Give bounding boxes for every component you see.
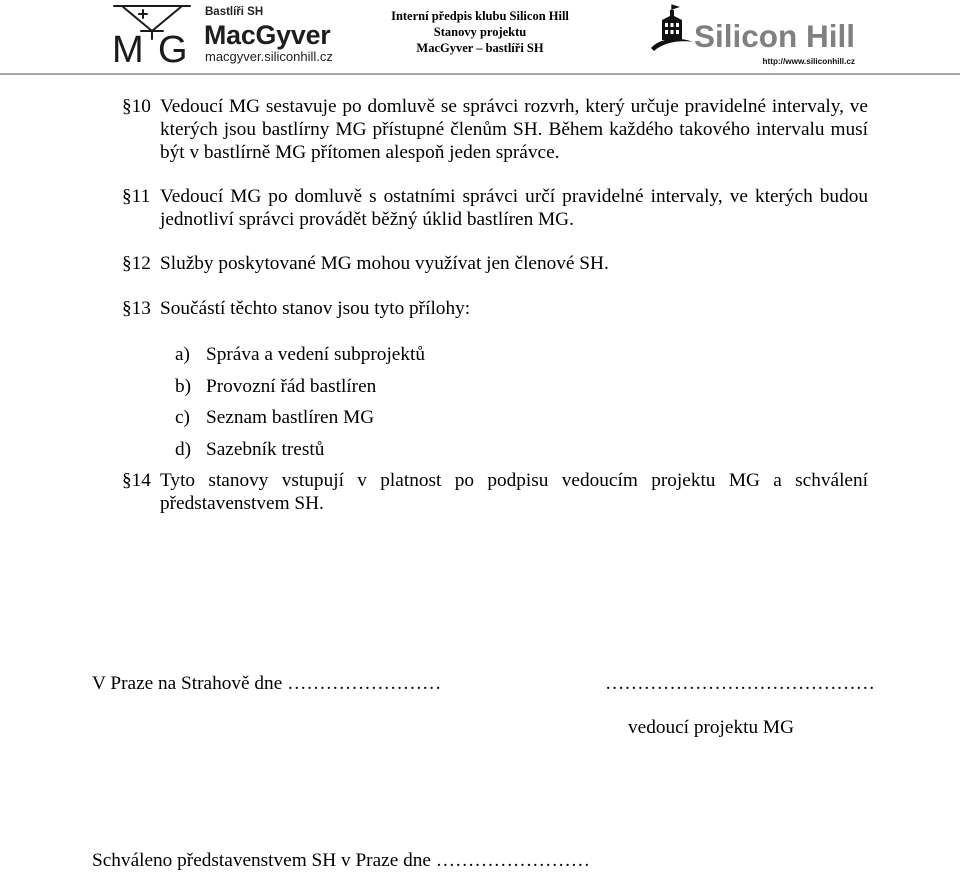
section-number: §10 bbox=[122, 96, 151, 117]
header-divider bbox=[0, 73, 960, 75]
section-number: §14 bbox=[122, 470, 151, 491]
section-11 bbox=[122, 185, 868, 231]
section-number: §12 bbox=[122, 253, 151, 274]
section-10 bbox=[122, 95, 868, 164]
list-item-text: Sazebník trestů bbox=[206, 438, 325, 460]
list-item bbox=[175, 406, 868, 429]
approval-line: Schváleno představenstvem SH v Praze dne …………………… bbox=[92, 850, 591, 871]
section-12 bbox=[122, 252, 868, 275]
list-marker: a) bbox=[175, 344, 190, 365]
section-body bbox=[160, 252, 868, 275]
document-header-title bbox=[360, 8, 600, 56]
mg-monogram-g: G bbox=[158, 29, 188, 67]
section-body bbox=[160, 469, 868, 515]
section-text: Vedoucí MG sestavuje po domluvě se správci rozvrh, který určuje pravidelné intervaly, ve kterých jsou bastlírny MG přístupné členům SH. Během každého takového intervalu musí být v bastlírně MG přítomen alespoň jeden správce. bbox=[160, 96, 868, 163]
list-item bbox=[175, 375, 868, 398]
header-title-line: Stanovy projektu bbox=[433, 25, 527, 39]
silicon-hill-logo-url: http://www.siliconhill.cz bbox=[762, 57, 855, 66]
signature-line: …………………………………… bbox=[605, 673, 875, 694]
list-item-text: Seznam bastlíren MG bbox=[206, 407, 375, 428]
place-and-date-line: V Praze na Strahově dne …………………… bbox=[92, 673, 442, 694]
mg-logo-name: MacGyver bbox=[204, 20, 331, 50]
mg-logo-tagline: Bastlíři SH bbox=[205, 6, 264, 18]
section-text: Vedoucí MG po domluvě s ostatními správci určí pravidelné intervaly, ve kterých budou jednotliví správci provádět běžný úklid bastlíren MG. bbox=[160, 186, 868, 230]
section-text: Služby poskytované MG mohou využívat jen členové SH. bbox=[160, 253, 609, 274]
list-item bbox=[175, 438, 868, 461]
list-marker: d) bbox=[175, 438, 192, 460]
signature-role: vedoucí projektu MG bbox=[628, 717, 794, 738]
silicon-hill-logo-name: Silicon Hill bbox=[694, 18, 856, 54]
list-marker: c) bbox=[175, 407, 190, 428]
section-text: Součástí těchto stanov jsou tyto přílohy: bbox=[160, 298, 471, 319]
mg-logo-url: macgyver.siliconhill.cz bbox=[205, 49, 333, 64]
section-body bbox=[160, 297, 868, 461]
section-number: §13 bbox=[122, 298, 151, 319]
section-body bbox=[160, 185, 868, 231]
header-title-line: MacGyver – bastlíři SH bbox=[416, 41, 544, 55]
list-item-text: Provozní řád bastlíren bbox=[206, 375, 377, 397]
document-body bbox=[122, 95, 868, 515]
section-13 bbox=[122, 297, 868, 461]
list-item bbox=[175, 343, 868, 366]
list-item-text: Správa a vedení subprojektů bbox=[206, 344, 425, 365]
list-marker: b) bbox=[175, 375, 192, 397]
section-text: Tyto stanovy vstupují v platnost po podpisu vedoucím projektu MG a schválení představenstvem SH. bbox=[160, 470, 868, 514]
mg-monogram-icon bbox=[108, 1, 194, 67]
annex-list bbox=[160, 343, 868, 461]
header-title-line: Interní předpis klubu Silicon Hill bbox=[391, 9, 569, 23]
mg-monogram-m: M bbox=[112, 29, 144, 67]
section-14 bbox=[122, 469, 868, 515]
section-number: §11 bbox=[122, 186, 151, 207]
section-body bbox=[160, 95, 868, 164]
silicon-hill-building-icon bbox=[650, 4, 694, 52]
